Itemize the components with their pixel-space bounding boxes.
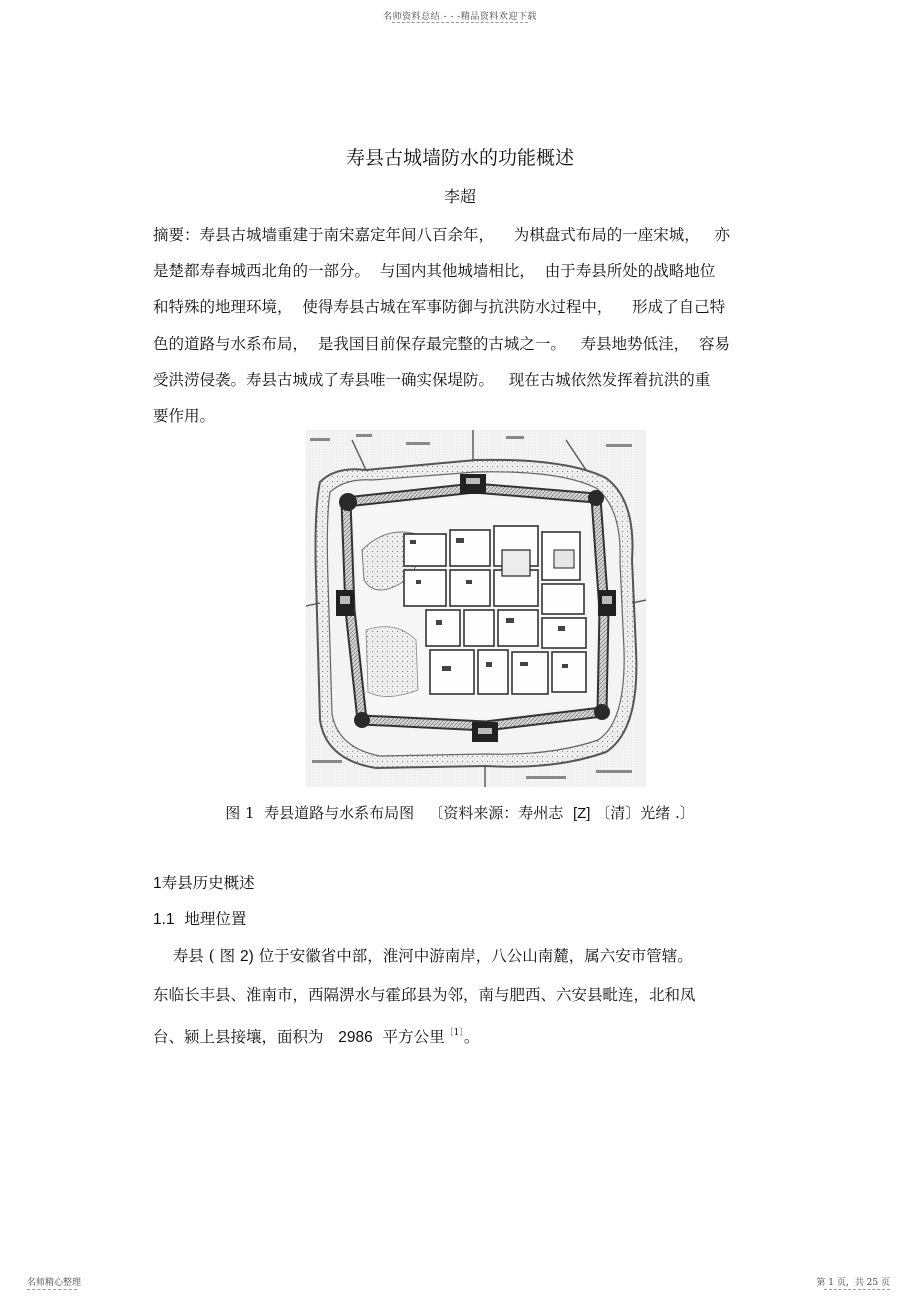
caption-suffix: 〔清〕光绪 .〕 xyxy=(590,804,695,822)
header-divider xyxy=(392,22,528,23)
subsection-title: 地理位置 xyxy=(174,910,247,928)
area-value: 2986 xyxy=(338,1029,373,1046)
body-text: 台、颍上县接壤，面积为 xyxy=(153,1028,339,1046)
section-heading xyxy=(153,871,255,893)
footer-right-divider xyxy=(824,1289,890,1290)
footer-left-text: 名师精心整理 xyxy=(27,1278,82,1288)
city-map-figure xyxy=(306,430,646,787)
abstract-line: 要作用。 xyxy=(153,406,216,425)
figure-caption xyxy=(0,802,920,823)
abstract-line: 和特殊的地理环境， 使得寿县古城在军事防御与抗洪防水过程中， 形成了自己特 xyxy=(153,298,726,317)
body-paragraph xyxy=(153,937,773,1053)
abstract-line: 色的道路与水系布局， 是我国目前保存最完整的古城之一。 寿县地势低洼， 容易 xyxy=(153,334,730,353)
city-map-image xyxy=(306,430,646,787)
body-text: 位于安徽省中部，淮河中游南岸，八公山南麓，属六安市管辖。 xyxy=(253,947,693,965)
subsection-heading xyxy=(153,907,246,929)
footer-left-divider xyxy=(27,1289,77,1290)
body-text: 。 xyxy=(463,1028,480,1046)
abstract-line: 受洪涝侵袭。寿县古城成了寿县唯一确实保堤防。 现在古城依然发挥着抗洪的重 xyxy=(153,370,711,389)
abstract-line: 摘要：寿县古城墙重建于南宋嘉定年间八百余年， 为棋盘式布局的一座宋城， 亦 xyxy=(153,226,730,244)
body-text: 寿县 ( 图 xyxy=(153,947,241,965)
document-title: 寿县古城墙防水的功能概述 xyxy=(345,147,574,169)
page-number: 第 1 页，共 25 页 xyxy=(816,1278,890,1288)
citation-marker[interactable]: 〔1〕 xyxy=(444,1028,464,1038)
abstract-line: 是楚都寿春城西北角的一部分。 与国内其他城墙相比， 由于寿县所处的战略地位 xyxy=(153,262,716,281)
header-banner: 名师资料总结 - - -精品资料欢迎下载 xyxy=(383,12,537,22)
body-line xyxy=(153,937,773,976)
body-line: 东临长丰县、淮南市，西隔淠水与霍邱县为邻，南与肥西、六安县毗连，北和凤 xyxy=(153,985,696,1004)
figure-reference: 2) xyxy=(240,948,254,965)
document-author: 李超 xyxy=(443,187,476,206)
body-text: 平方公里 xyxy=(372,1028,445,1046)
body-line xyxy=(153,1014,773,1053)
abstract xyxy=(153,217,773,434)
caption-reference-type: [Z] xyxy=(572,805,591,822)
section-title: 寿县历史概述 xyxy=(161,874,255,892)
subsection-number: 1.1 xyxy=(153,911,175,928)
section-number: 1 xyxy=(153,875,162,892)
caption-prefix: 图 1 寿县道路与水系布局图 〔资料来源：寿州志 xyxy=(225,804,573,822)
